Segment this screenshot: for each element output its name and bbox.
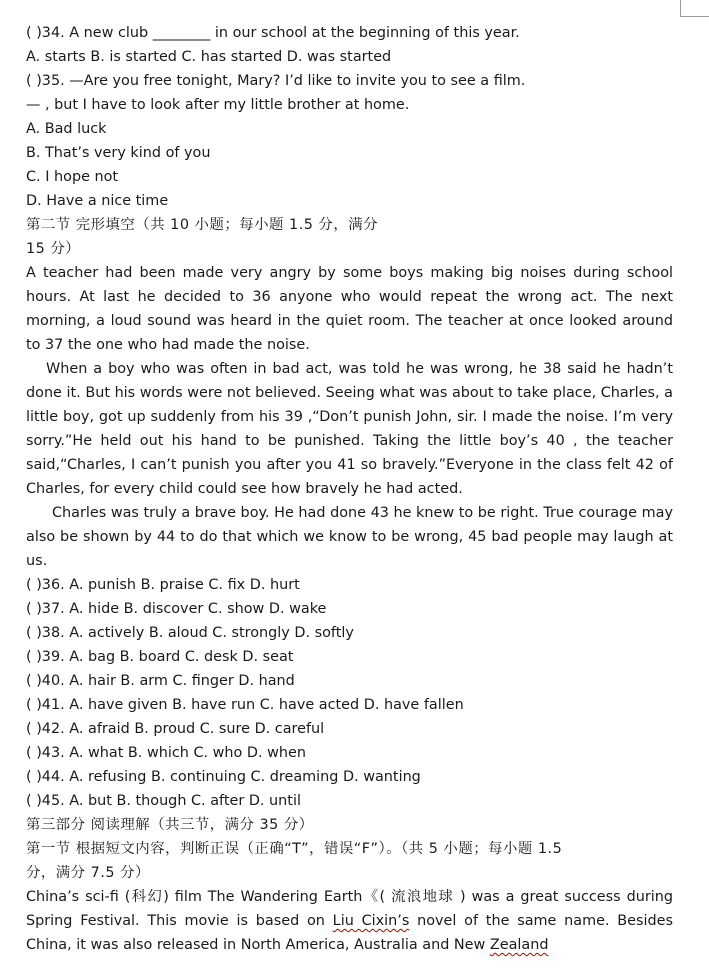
section2-heading: 第二节 完形填空（共 10 小题；每小题 1.5 分，满分 <box>26 217 378 233</box>
reading-text-2: novel of the same name. Besides China, it was also released in North America, Australia and New <box>26 913 674 953</box>
question-35-stem: ( )35. —Are you free tonight, Mary? I’d like to invite you to see a film. <box>26 73 526 89</box>
question-35-option-c: C. I hope not <box>26 169 119 185</box>
question-35-reply: — , but I have to look after my little brother at home. <box>26 97 410 113</box>
section1-heading-cont: 分，满分 7.5 分） <box>26 865 150 881</box>
section2-heading-cont: 15 分） <box>26 241 81 257</box>
choice-36: ( )36. A. punish B. praise C. fix D. hurt <box>26 577 300 593</box>
reading-text-1: China’s sci-fi (科幻) film The Wandering Earth《( 流浪地球 ) was a great success during Spring Festival. This movie is based on <box>26 889 673 929</box>
document-page <box>26 21 673 957</box>
question-35-option-d: D. Have a nice time <box>26 193 169 209</box>
part3-heading: 第三部分 阅读理解（共三节，满分 35 分） <box>26 817 314 833</box>
page-corner-mark <box>680 0 709 17</box>
cloze-paragraph-2: When a boy who was often in bad act, was told he was wrong, he 38 said he hadn’t done it. But his words were not believed. Seeing what was about to take place, Charles, a little boy, got up suddenly from his 39 ,“Don’t punish John, sir. I made the noise. I’m very sorry.”He held out his hand to be punished. Taking the little boy’s 40 , the teacher said,“Charles, I can’t punish you after you 41 so bravely.”Everyone in the class felt 42 of Charles, for every child could see how bravely he had acted. <box>26 361 673 497</box>
spellcheck-word-liu-cixin: Liu Cixin’s <box>332 913 410 929</box>
choice-44: ( )44. A. refusing B. continuing C. dreaming D. wanting <box>26 769 421 785</box>
choice-41: ( )41. A. have given B. have run C. have acted D. have fallen <box>26 697 464 713</box>
question-35-option-a: A. Bad luck <box>26 121 107 137</box>
question-34-options: A. starts B. is started C. has started D. was started <box>26 49 392 65</box>
question-35-option-b: B. That’s very kind of you <box>26 145 211 161</box>
question-34-stem: ( )34. A new club ________ in our school at the beginning of this year. <box>26 25 520 41</box>
section1-heading: 第一节 根据短文内容，判断正误（正确“T”，错误“F”）。（共 5 小题；每小题 1.5 <box>26 841 563 857</box>
choice-37: ( )37. A. hide B. discover C. show D. wake <box>26 601 327 617</box>
choice-43: ( )43. A. what B. which C. who D. when <box>26 745 307 761</box>
choice-45: ( )45. A. but B. though C. after D. until <box>26 793 301 809</box>
reading-passage <box>26 885 673 957</box>
spellcheck-word-zealand: Zealand <box>489 937 549 953</box>
cloze-paragraph-3: Charles was truly a brave boy. He had done 43 he knew to be right. True courage may also be shown by 44 to do that which we know to be wrong, 45 bad people may laugh at us. <box>26 505 673 569</box>
choice-40: ( )40. A. hair B. arm C. finger D. hand <box>26 673 295 689</box>
choice-38: ( )38. A. actively B. aloud C. strongly D. softly <box>26 625 354 641</box>
choice-42: ( )42. A. afraid B. proud C. sure D. careful <box>26 721 325 737</box>
cloze-paragraph-1: A teacher had been made very angry by some boys making big noises during school hours. At last he decided to 36 anyone who would repeat the wrong act. The next morning, a loud sound was heard in the quiet room. The teacher at once looked around to 37 the one who had made the noise. <box>26 265 673 353</box>
choice-39: ( )39. A. bag B. board C. desk D. seat <box>26 649 294 665</box>
